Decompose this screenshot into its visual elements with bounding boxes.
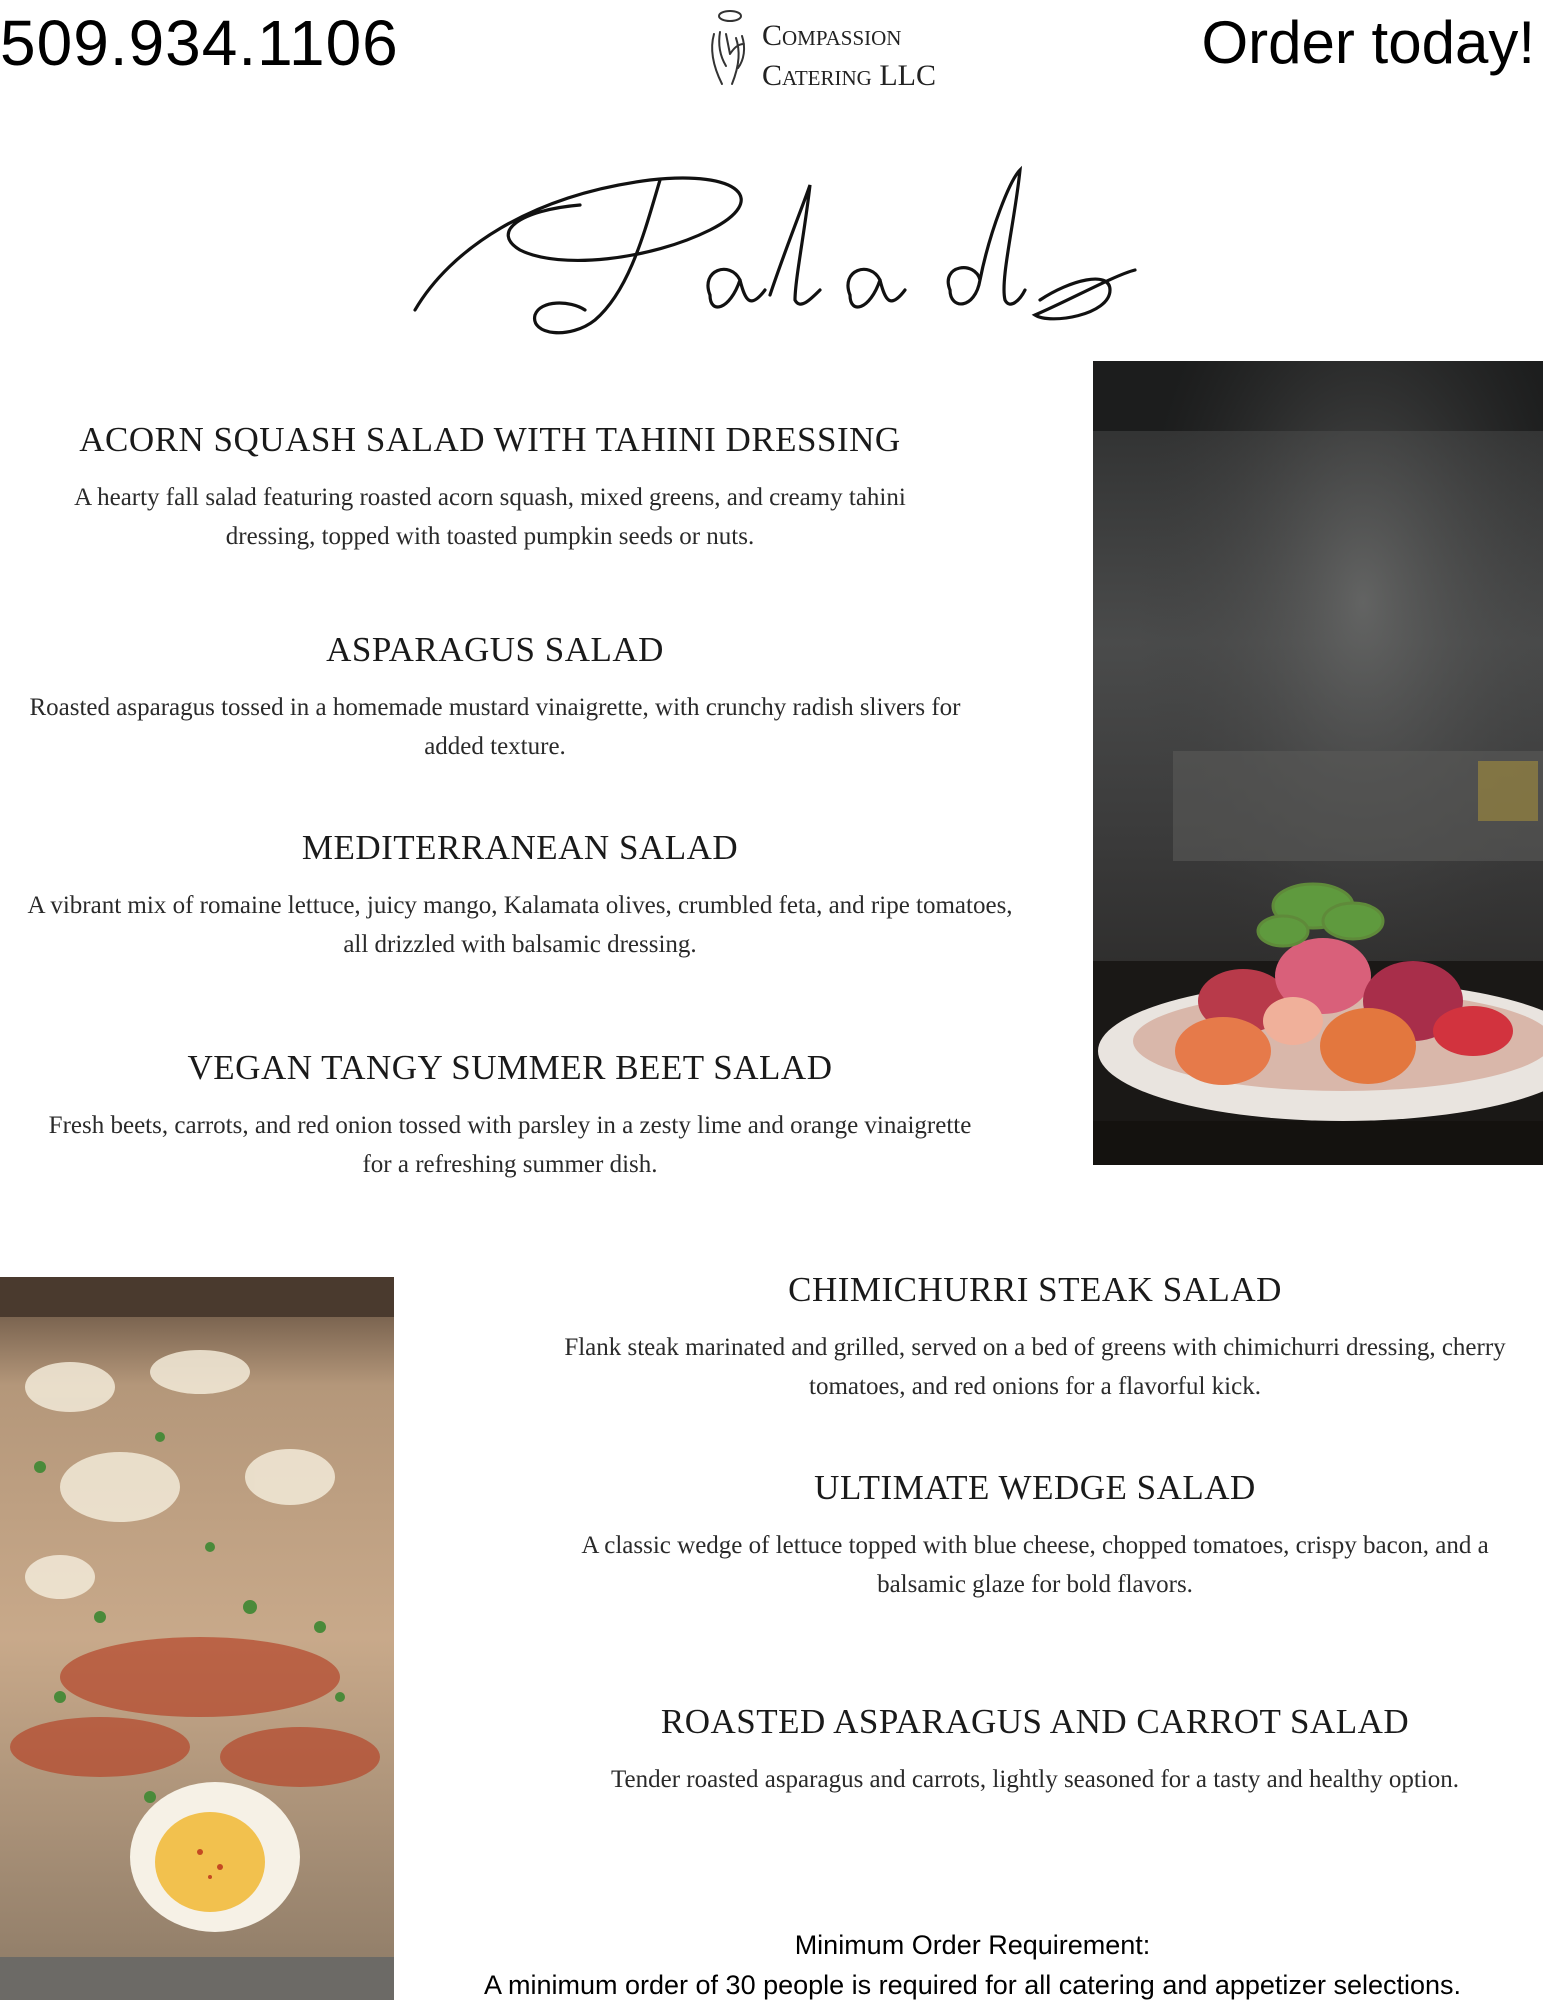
company-logo — [700, 4, 960, 92]
item-description: A classic wedge of lettuce topped with blue cheese, chopped tomatoes, crispy bacon, and a balsamic glaze for bold flavors. — [581, 1532, 1489, 1598]
hands-halo-icon — [700, 4, 756, 92]
minimum-order-heading: Minimum Order Requirement: — [794, 1930, 1151, 1960]
item-name: MEDITERRANEAN SALAD — [301, 828, 739, 867]
phone-number: 509.934.1106 — [0, 7, 399, 79]
minimum-order-text: A minimum order of 30 people is required for all catering and appetizer selections. — [483, 1970, 1462, 2000]
item-name: VEGAN TANGY SUMMER BEET SALAD — [187, 1048, 833, 1087]
menu-item-acorn-squash — [30, 420, 950, 556]
beet-salad-photo — [1093, 361, 1543, 1165]
minimum-order-note — [400, 1925, 1545, 2005]
item-name: CHIMICHURRI STEAK SALAD — [788, 1270, 1282, 1309]
item-description: Tender roasted asparagus and carrots, lightly seasoned for a tasty and healthy option. — [611, 1766, 1459, 1793]
menu-item-chimichurri-steak — [540, 1270, 1530, 1406]
menu-item-vegan-beet — [40, 1048, 980, 1184]
menu-item-mediterranean — [20, 828, 1020, 964]
item-name: ULTIMATE WEDGE SALAD — [814, 1468, 1256, 1507]
logo-line-1: Compassion — [762, 19, 902, 52]
item-description: Flank steak marinated and grilled, served on a bed of greens with chimichurri dressing, cherry tomatoes, and red onions for a flavorful kick. — [564, 1334, 1506, 1400]
menu-item-wedge — [550, 1468, 1520, 1604]
item-name: ASPARAGUS SALAD — [326, 630, 664, 669]
item-description: A vibrant mix of romaine lettuce, juicy mango, Kalamata olives, crumbled feta, and ripe tomatoes, all drizzled with balsamic dressing. — [27, 892, 1013, 958]
item-description: A hearty fall salad featuring roasted acorn squash, mixed greens, and creamy tahini dressing, topped with toasted pumpkin seeds or nuts. — [74, 484, 906, 550]
egg-salad-photo — [0, 1277, 394, 2000]
logo-line-2: Catering LLC — [762, 59, 936, 92]
menu-item-roasted-asparagus-carrot — [540, 1702, 1530, 1799]
item-description: Roasted asparagus tossed in a homemade mustard vinaigrette, with crunchy radish slivers for added texture. — [29, 694, 961, 760]
order-today-text: Order today! — [1201, 9, 1535, 76]
item-name: ACORN SQUASH SALAD WITH TAHINI DRESSING — [79, 420, 901, 459]
salads-script-title — [410, 140, 1140, 350]
item-description: Fresh beets, carrots, and red onion tossed with parsley in a zesty lime and orange vinaigrette for a refreshing summer dish. — [48, 1112, 972, 1178]
menu-item-asparagus — [0, 630, 990, 766]
item-name: ROASTED ASPARAGUS AND CARROT SALAD — [660, 1702, 1410, 1741]
